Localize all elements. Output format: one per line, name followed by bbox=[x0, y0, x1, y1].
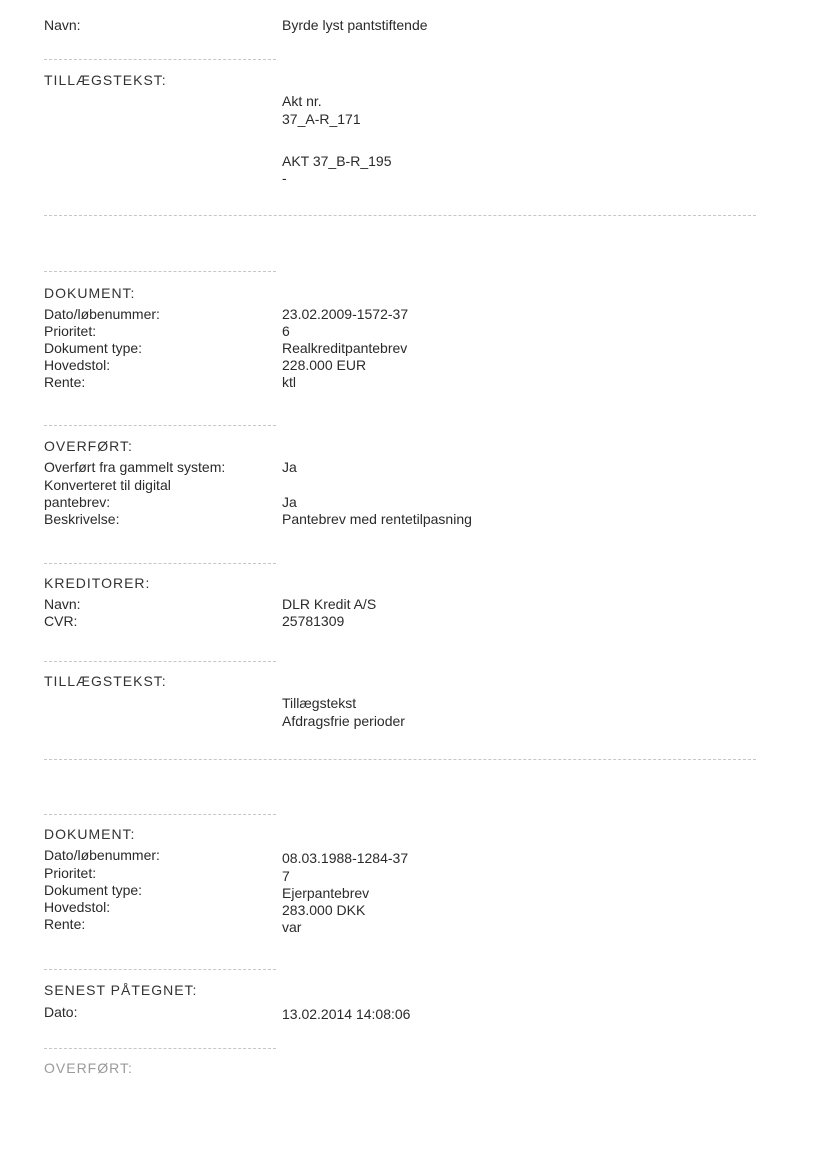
divider bbox=[44, 661, 276, 662]
field-value: 6 bbox=[282, 323, 290, 339]
tillaegstekst-line: - bbox=[282, 170, 287, 186]
divider bbox=[44, 814, 276, 815]
field-label: Dokument type: bbox=[44, 340, 143, 356]
tillaegstekst-line: 37_A-R_171 bbox=[282, 111, 361, 127]
field-value: var bbox=[282, 919, 302, 935]
field-value: 23.02.2009-1572-37 bbox=[282, 306, 409, 322]
section-divider bbox=[44, 759, 756, 760]
field-label: Hovedstol: bbox=[44, 899, 111, 915]
field-value: 7 bbox=[282, 868, 290, 884]
tillaegstekst-line: AKT 37_B-R_195 bbox=[282, 153, 392, 169]
field-label: Prioritet: bbox=[44, 323, 97, 339]
tillaegstekst-line: Tillægstekst bbox=[282, 695, 357, 711]
field-value: 283.000 DKK bbox=[282, 902, 366, 918]
field-label: Navn: bbox=[44, 596, 81, 612]
field-value: Ja bbox=[282, 459, 297, 475]
divider bbox=[44, 563, 276, 564]
field-label: pantebrev: bbox=[44, 494, 111, 510]
field-label: CVR: bbox=[44, 613, 78, 629]
field-value: Ja bbox=[282, 494, 297, 510]
field-label: Beskrivelse: bbox=[44, 511, 120, 527]
divider bbox=[44, 59, 276, 60]
section-header-dokument: DOKUMENT: bbox=[44, 285, 136, 301]
tillaegstekst-line: Afdragsfrie perioder bbox=[282, 713, 405, 729]
section-header-tillaegstekst: TILLÆGSTEKST: bbox=[44, 72, 167, 88]
section-header-kreditorer: KREDITORER: bbox=[44, 575, 151, 591]
field-value: Realkreditpantebrev bbox=[282, 340, 408, 356]
divider bbox=[44, 425, 276, 426]
field-label: Dokument type: bbox=[44, 882, 143, 898]
field-label: Prioritet: bbox=[44, 865, 97, 881]
field-label: Dato/løbenummer: bbox=[44, 847, 160, 863]
field-label: Overført fra gammelt system: bbox=[44, 459, 226, 475]
section-header-dokument: DOKUMENT: bbox=[44, 826, 136, 842]
field-value: Pantebrev med rentetilpasning bbox=[282, 511, 472, 527]
field-label: Hovedstol: bbox=[44, 357, 111, 373]
field-label: Konverteret til digital bbox=[44, 477, 171, 493]
section-header-overfoert: OVERFØRT: bbox=[44, 1060, 133, 1076]
section-header-overfoert: OVERFØRT: bbox=[44, 438, 133, 454]
field-label: Dato/løbenummer: bbox=[44, 306, 160, 322]
name-label: Navn: bbox=[44, 17, 81, 33]
field-label: Dato: bbox=[44, 1004, 78, 1020]
divider bbox=[44, 969, 276, 970]
field-value: Ejerpantebrev bbox=[282, 885, 370, 901]
field-value: 228.000 EUR bbox=[282, 357, 367, 373]
section-divider bbox=[44, 215, 756, 216]
divider bbox=[44, 1048, 276, 1049]
tillaegstekst-line: Akt nr. bbox=[282, 93, 322, 109]
name-value: Byrde lyst pantstiftende bbox=[282, 17, 428, 33]
divider bbox=[44, 271, 276, 272]
field-value: DLR Kredit A/S bbox=[282, 596, 377, 612]
field-value: 08.03.1988-1284-37 bbox=[282, 850, 409, 866]
field-label: Rente: bbox=[44, 374, 86, 390]
field-label: Rente: bbox=[44, 916, 86, 932]
field-value: ktl bbox=[282, 374, 296, 390]
field-value: 25781309 bbox=[282, 613, 345, 629]
section-header-senest-paategnet: SENEST PÅTEGNET: bbox=[44, 982, 198, 998]
section-header-tillaegstekst: TILLÆGSTEKST: bbox=[44, 673, 167, 689]
field-value: 13.02.2014 14:08:06 bbox=[282, 1006, 411, 1022]
